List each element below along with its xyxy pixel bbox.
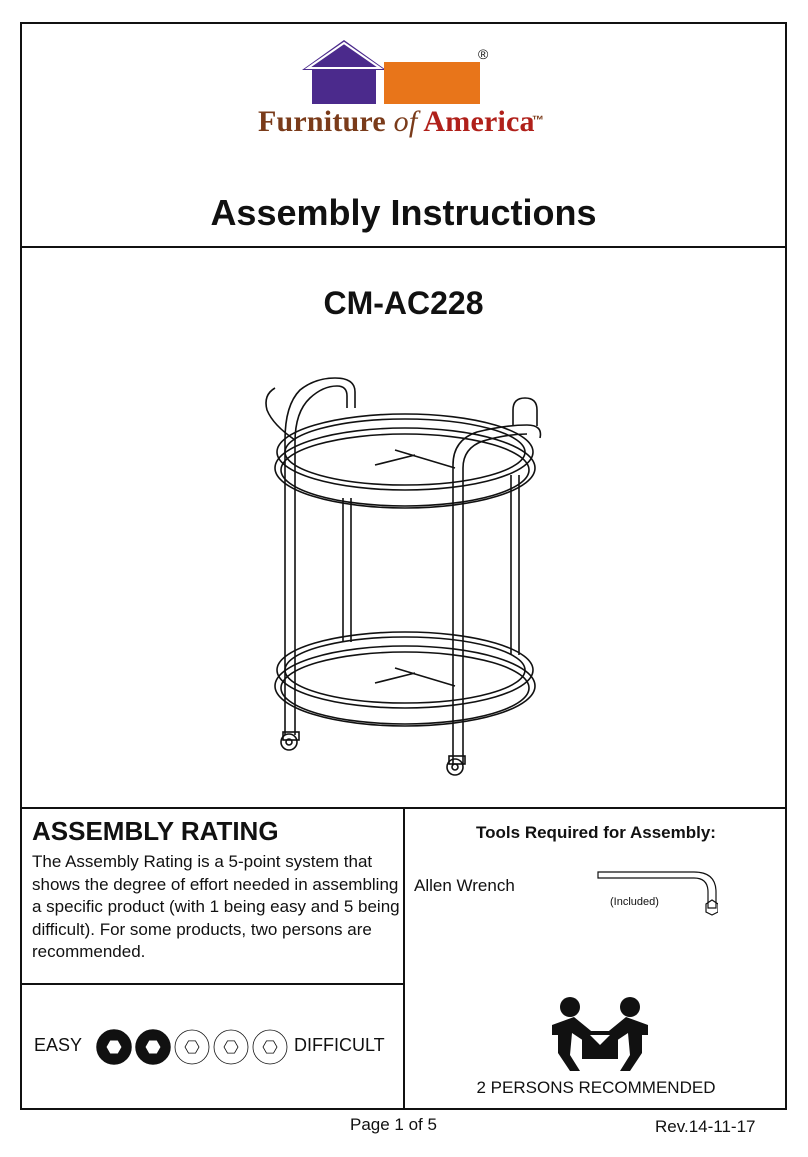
bar-cart-illustration	[255, 370, 545, 780]
hex-socket-icon	[146, 1041, 160, 1053]
difficult-label: DIFFICULT	[294, 1035, 385, 1055]
registered-mark: ®	[478, 46, 489, 62]
persons-recommended-label: 2 PERSONS RECOMMENDED	[476, 1078, 716, 1097]
page-number: Page 1 of 5	[350, 1115, 437, 1134]
divider-rating	[20, 983, 405, 985]
divider-vertical	[403, 807, 405, 1109]
allen-wrench-icon	[596, 870, 718, 916]
brand-name-part2: of	[393, 105, 418, 138]
tools-heading: Tools Required for Assembly:	[476, 823, 716, 842]
hex-socket-icon	[224, 1041, 238, 1053]
divider-header	[20, 246, 787, 248]
product-model: CM-AC228	[323, 285, 484, 321]
brand-name	[258, 105, 535, 139]
brand-name-part3: America	[423, 105, 535, 138]
hex-socket-icon	[185, 1041, 199, 1053]
trademark-mark: ™	[532, 113, 544, 127]
brand-name-part1: Furniture	[258, 105, 386, 138]
easy-label: EASY	[34, 1035, 83, 1055]
two-persons-lifting-icon	[550, 995, 650, 1073]
rating-scale	[95, 1028, 291, 1066]
tool-note: (Included)	[610, 896, 659, 908]
rating-description: The Assembly Rating is a 5-point system that shows the degree of effort needed in assembling a specific product (with 1 being easy and 5 being difficult). For some products, two persons are recommended.	[32, 852, 400, 961]
tool-name: Allen Wrench	[414, 876, 515, 895]
hex-socket-icon	[263, 1041, 277, 1053]
house-logo-icon	[300, 38, 490, 108]
revision-date: Rev.14-11-17	[655, 1117, 756, 1136]
page-title: Assembly Instructions	[210, 192, 597, 233]
rating-heading: ASSEMBLY RATING	[32, 816, 279, 846]
hex-socket-icon	[107, 1041, 121, 1053]
